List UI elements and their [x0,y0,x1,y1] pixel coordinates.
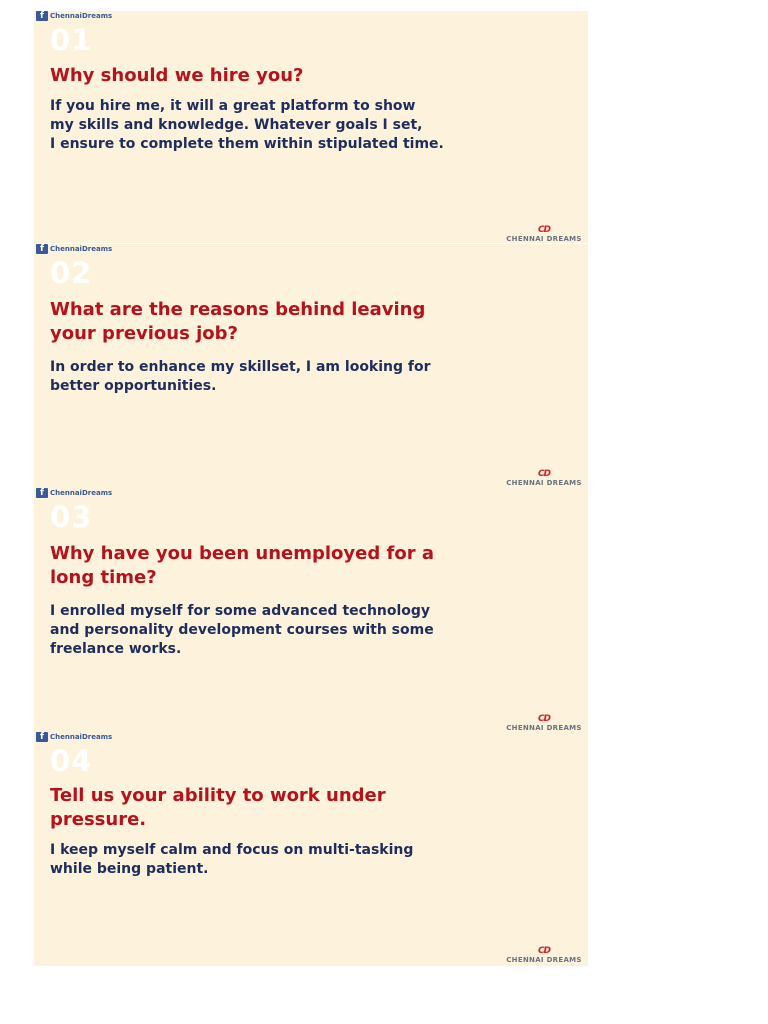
question-number: 02 [50,256,93,290]
answer-text: I enrolled myself for some advanced technology and personality development courses with some freelance works. [50,603,434,657]
facebook-page-name: ChennaiDreams [50,733,113,741]
qa-card [34,11,588,243]
facebook-page-name: ChennaiDreams [50,245,113,253]
facebook-tag[interactable] [36,11,112,21]
brand-mark: CD [537,225,551,235]
brand-name: CHENNAI DREAMS [506,235,582,243]
facebook-page-name: ChennaiDreams [50,12,113,20]
facebook-tag[interactable] [36,732,112,742]
qa-card [34,732,588,966]
question-text: Why have you been unemployed for a long time? [50,543,434,588]
brand-name: CHENNAI DREAMS [506,724,582,732]
chennai-dreams-logo [504,226,584,244]
brand-mark: CD [537,714,551,724]
facebook-icon: f [36,11,48,21]
brand-mark: CD [537,946,551,956]
answer-text: I keep myself calm and focus on multi-tasking while being patient. [50,842,414,877]
facebook-icon: f [36,488,48,498]
facebook-icon: f [36,244,48,254]
question-text: What are the reasons behind leaving your previous job? [50,299,426,344]
brand-name: CHENNAI DREAMS [506,479,582,487]
question-number: 03 [50,500,93,534]
question-number: 01 [50,23,93,57]
question-number: 04 [50,744,93,778]
qa-card [34,488,588,732]
brand-mark: CD [537,469,551,479]
facebook-page-name: ChennaiDreams [50,489,113,497]
question-text: Tell us your ability to work under pressure. [50,785,386,830]
facebook-icon: f [36,732,48,742]
qa-card [34,244,588,488]
facebook-tag[interactable] [36,488,112,498]
brand-name: CHENNAI DREAMS [506,956,582,964]
facebook-tag[interactable] [36,244,112,254]
chennai-dreams-logo [504,715,584,733]
chennai-dreams-logo [504,470,584,488]
question-text: Why should we hire you? [50,65,304,86]
answer-text: In order to enhance my skillset, I am looking for better opportunities. [50,359,431,394]
chennai-dreams-logo [504,947,584,965]
answer-text: If you hire me, it will a great platform to show my skills and knowledge. Whatever goals I set, I ensure to complete them within stipulated time. [50,98,444,152]
